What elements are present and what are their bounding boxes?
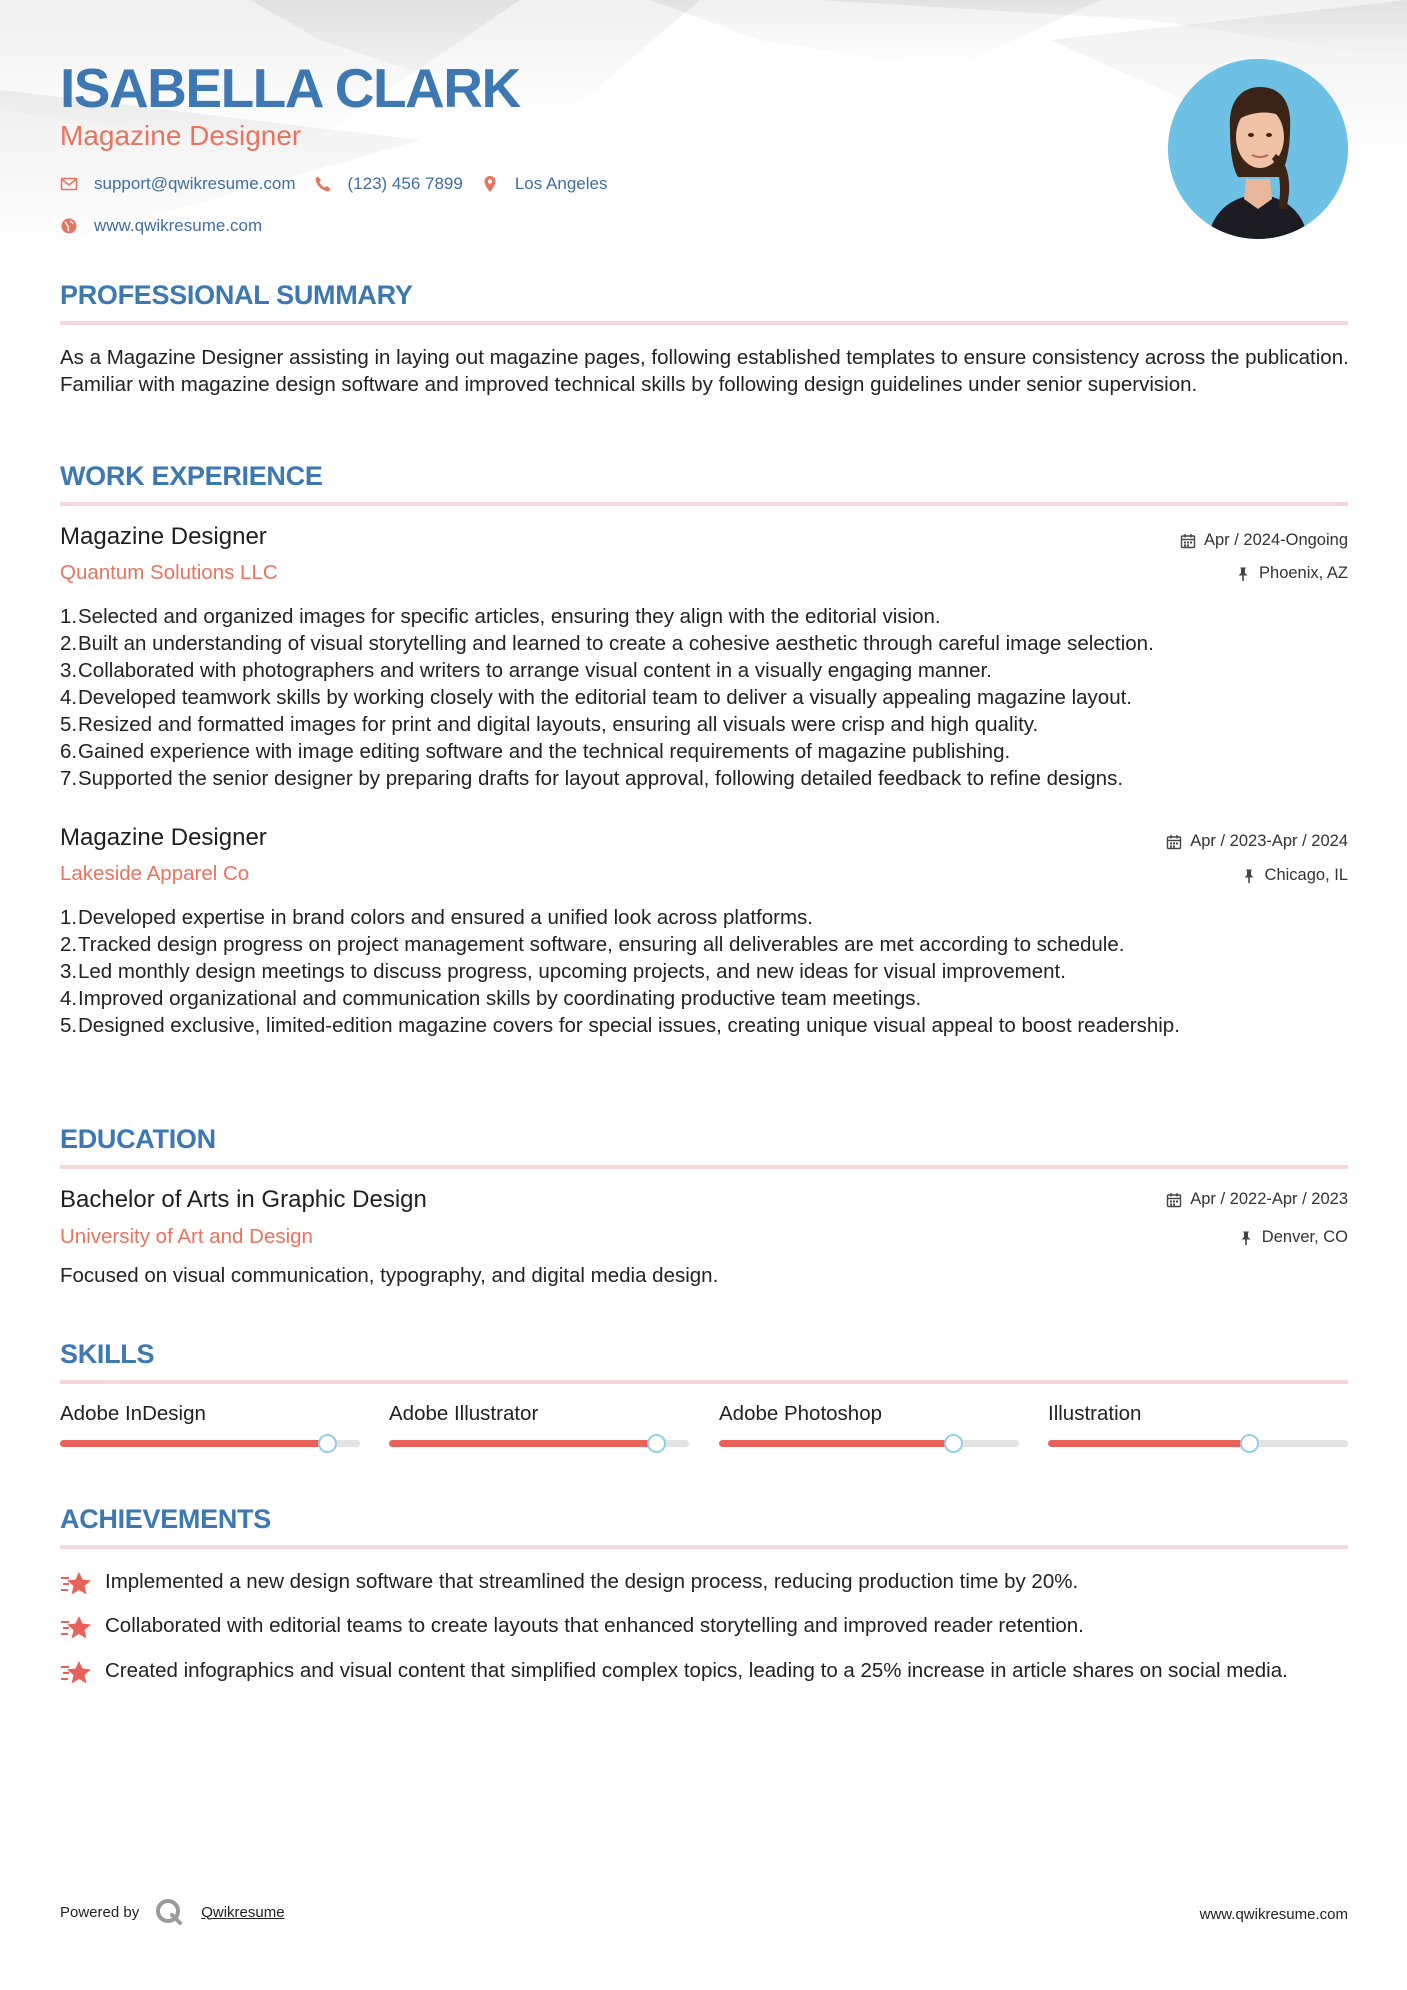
contact-row bbox=[60, 174, 607, 194]
list-number: 1. bbox=[60, 906, 78, 929]
list-item-text: Supported the senior designer by preparing drafts for layout approval, following detailed feedback to refine designs. bbox=[78, 767, 1124, 790]
pushpin-icon bbox=[1235, 566, 1251, 582]
map-pin-icon bbox=[481, 175, 499, 193]
list-item-text: Developed expertise in brand colors and ensured a unified look across platforms. bbox=[78, 906, 813, 929]
education-location bbox=[1238, 1228, 1348, 1247]
skill-item bbox=[389, 1402, 689, 1426]
skill-bar-fill bbox=[389, 1440, 656, 1447]
website-row bbox=[60, 216, 262, 236]
star-icon bbox=[60, 1660, 92, 1686]
job-location bbox=[1241, 866, 1348, 885]
job-date bbox=[1166, 832, 1348, 851]
section-divider bbox=[60, 1165, 1348, 1169]
location-text: Los Angeles bbox=[514, 174, 608, 193]
list-item bbox=[60, 711, 1350, 738]
achievement-text: Created infographics and visual content that simplified complex topics, leading to a 25% increase in article shares on social media. bbox=[105, 1659, 1288, 1682]
calendar-icon bbox=[1166, 834, 1182, 850]
achievements-heading: ACHIEVEMENTS bbox=[60, 1504, 271, 1534]
summary-heading: PROFESSIONAL SUMMARY bbox=[60, 280, 413, 310]
skill-bar-handle bbox=[944, 1434, 963, 1453]
list-item bbox=[60, 958, 1350, 985]
globe-icon bbox=[60, 217, 78, 235]
skill-bar-handle bbox=[318, 1434, 337, 1453]
skill-name: Illustration bbox=[1048, 1402, 1142, 1425]
list-item-text: Built an understanding of visual storytelling and learned to create a cohesive aesthetic through careful image selection. bbox=[78, 632, 1154, 655]
summary-text: As a Magazine Designer assisting in laying out magazine pages, following established templates to ensure consistency across the publication. Familiar with magazine design software and improved technical skills by following design guidelines under senior supervision. bbox=[60, 346, 1349, 396]
avatar bbox=[1168, 59, 1348, 239]
job-location-text: Chicago, IL bbox=[1264, 866, 1348, 884]
job-date bbox=[1180, 531, 1348, 550]
skill-bar-fill bbox=[719, 1440, 953, 1447]
school-name: University of Art and Design bbox=[60, 1225, 313, 1248]
list-number: 7. bbox=[60, 767, 78, 790]
skill-bar bbox=[1048, 1440, 1348, 1447]
skill-bar-handle bbox=[647, 1434, 666, 1453]
education-heading: EDUCATION bbox=[60, 1124, 216, 1154]
company-name: Quantum Solutions LLC bbox=[60, 561, 278, 584]
list-item bbox=[60, 765, 1350, 792]
achievement-item bbox=[60, 1568, 1350, 1595]
list-item bbox=[60, 931, 1350, 958]
achievement-text: Implemented a new design software that streamlined the design process, reducing production time by 20%. bbox=[105, 1570, 1079, 1593]
list-item bbox=[60, 904, 1350, 931]
list-item-text: Selected and organized images for specific articles, ensuring they align with the editorial vision. bbox=[78, 605, 941, 628]
job-date-text: Apr / 2024-Ongoing bbox=[1203, 531, 1348, 549]
skill-item bbox=[60, 1402, 360, 1426]
section-divider bbox=[60, 1380, 1348, 1384]
list-item bbox=[60, 738, 1350, 765]
footer-powered-by bbox=[60, 1898, 285, 1926]
education-description: Focused on visual communication, typography, and digital media design. bbox=[60, 1264, 719, 1287]
list-item-text: Resized and formatted images for print and digital layouts, ensuring all visuals were crisp and high quality. bbox=[78, 713, 1039, 736]
list-number: 5. bbox=[60, 713, 78, 736]
skill-name: Adobe InDesign bbox=[60, 1402, 206, 1425]
list-number: 1. bbox=[60, 605, 78, 628]
section-divider bbox=[60, 502, 1348, 506]
skill-bar-handle bbox=[1240, 1434, 1259, 1453]
skills-heading: SKILLS bbox=[60, 1339, 155, 1369]
list-item bbox=[60, 657, 1350, 684]
skill-bar-fill bbox=[60, 1440, 327, 1447]
calendar-icon bbox=[1166, 1192, 1182, 1208]
star-icon bbox=[60, 1571, 92, 1597]
list-number: 5. bbox=[60, 1014, 78, 1037]
achievement-item bbox=[60, 1657, 1350, 1684]
section-divider bbox=[60, 1545, 1348, 1549]
qwikresume-logo-icon bbox=[155, 1898, 183, 1926]
skill-item bbox=[1048, 1402, 1348, 1426]
job-location-text: Phoenix, AZ bbox=[1259, 564, 1348, 582]
list-item-text: Improved organizational and communication skills by coordinating productive team meetings. bbox=[78, 987, 922, 1010]
achievement-item bbox=[60, 1612, 1350, 1639]
pushpin-icon bbox=[1238, 1230, 1254, 1246]
list-item bbox=[60, 603, 1350, 630]
skill-bar bbox=[719, 1440, 1019, 1447]
education-date bbox=[1166, 1190, 1348, 1209]
list-item bbox=[60, 630, 1350, 657]
skill-name: Adobe Photoshop bbox=[719, 1402, 882, 1425]
skill-bar-fill bbox=[1048, 1440, 1249, 1447]
degree-title: Bachelor of Arts in Graphic Design bbox=[60, 1186, 427, 1213]
pushpin-icon bbox=[1241, 868, 1257, 884]
list-number: 4. bbox=[60, 686, 78, 709]
calendar-icon bbox=[1180, 533, 1196, 549]
list-item bbox=[60, 684, 1350, 711]
star-icon bbox=[60, 1615, 92, 1641]
skill-name: Adobe Illustrator bbox=[389, 1402, 539, 1425]
education-location-text: Denver, CO bbox=[1261, 1228, 1348, 1246]
list-number: 2. bbox=[60, 632, 78, 655]
list-item-text: Collaborated with photographers and writers to arrange visual content in a visually engaging manner. bbox=[78, 659, 992, 682]
job-title: Magazine Designer bbox=[60, 523, 267, 550]
email-link[interactable]: support@qwikresume.com bbox=[94, 174, 296, 193]
achievement-text: Collaborated with editorial teams to create layouts that enhanced storytelling and improved reader retention. bbox=[105, 1614, 1084, 1637]
list-number: 3. bbox=[60, 960, 78, 983]
skill-bar bbox=[60, 1440, 360, 1447]
education-date-text: Apr / 2022-Apr / 2023 bbox=[1190, 1190, 1348, 1208]
job-location bbox=[1235, 564, 1348, 583]
candidate-title: Magazine Designer bbox=[60, 120, 302, 151]
skill-item bbox=[719, 1402, 1019, 1426]
skill-bar bbox=[389, 1440, 689, 1447]
envelope-icon bbox=[60, 175, 78, 193]
list-item bbox=[60, 1012, 1350, 1039]
qwikresume-link[interactable]: Qwikresume bbox=[201, 1903, 285, 1921]
candidate-name: ISABELLA CLARK bbox=[60, 57, 520, 119]
section-divider bbox=[60, 321, 1348, 325]
job-bullets bbox=[60, 603, 1350, 792]
list-number: 4. bbox=[60, 987, 78, 1010]
website-link[interactable]: www.qwikresume.com bbox=[94, 216, 263, 235]
list-item-text: Designed exclusive, limited-edition magazine covers for special issues, creating unique visual appeal to boost readership. bbox=[78, 1014, 1180, 1037]
phone-icon bbox=[314, 175, 332, 193]
list-item-text: Tracked design progress on project management software, ensuring all deliverables are met according to schedule. bbox=[78, 933, 1125, 956]
job-bullets bbox=[60, 904, 1350, 1039]
powered-by-label: Powered by bbox=[60, 1903, 140, 1921]
list-item-text: Developed teamwork skills by working closely with the editorial team to deliver a visually appealing magazine layout. bbox=[78, 686, 1132, 709]
list-number: 3. bbox=[60, 659, 78, 682]
company-name: Lakeside Apparel Co bbox=[60, 862, 250, 885]
list-number: 6. bbox=[60, 740, 78, 763]
job-date-text: Apr / 2023-Apr / 2024 bbox=[1190, 832, 1348, 850]
job-title: Magazine Designer bbox=[60, 824, 267, 851]
experience-heading: WORK EXPERIENCE bbox=[60, 461, 323, 491]
list-item-text: Gained experience with image editing software and the technical requirements of magazine publishing. bbox=[78, 740, 1011, 763]
list-number: 2. bbox=[60, 933, 78, 956]
list-item bbox=[60, 985, 1350, 1012]
list-item-text: Led monthly design meetings to discuss progress, upcoming projects, and new ideas for visual improvement. bbox=[78, 960, 1066, 983]
footer-website-link[interactable]: www.qwikresume.com bbox=[1199, 1906, 1348, 1923]
phone-number[interactable]: (123) 456 7899 bbox=[347, 174, 463, 193]
